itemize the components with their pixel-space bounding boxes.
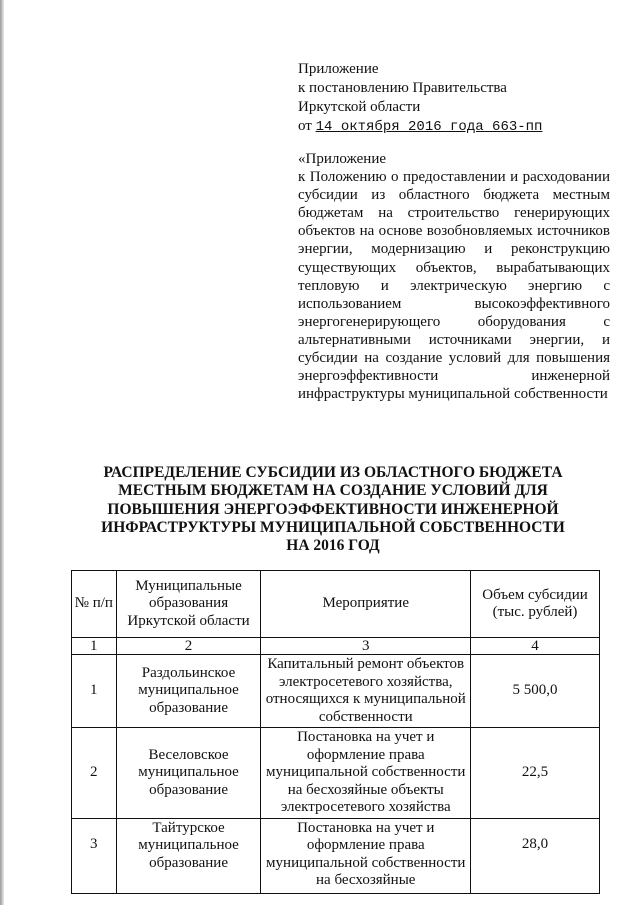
subsidy-distribution-table	[71, 570, 600, 894]
title-line-2: МЕСТНЫМ БЮДЖЕТАМ НА СОЗДАНИЕ УСЛОВИЙ ДЛЯ	[118, 482, 548, 500]
row-number	[72, 818, 117, 893]
attachment-block	[298, 150, 610, 403]
column-number-3: 3	[261, 638, 471, 655]
table-row	[72, 818, 600, 893]
row-measure: Постановка на учет и оформление права муниципальной собственности на бесхозяйные объекты электросетевого хозяйства	[261, 728, 471, 819]
title-line-3: ПОВЫШЕНИЯ ЭНЕРГОЭФФЕКТИВНОСТИ ИНЖЕНЕРНОЙ	[107, 500, 559, 518]
row-number: 1	[72, 655, 117, 728]
row-number: 2	[72, 728, 117, 819]
title-line-5: НА 2016 ГОД	[286, 537, 380, 555]
scan-edge-shadow	[0, 0, 4, 905]
title-line-4: ИНФРАСТРУКТУРЫ МУНИЦИПАЛЬНОЙ СОБСТВЕННОСТИ	[101, 518, 565, 536]
row-amount: 22,5	[471, 728, 600, 819]
header-municipality: Муниципальные образования Иркутской области	[116, 571, 261, 638]
row-measure: Капитальный ремонт объектов электросетевого хозяйства, относящихся к муниципальной собственности	[261, 655, 471, 728]
row-municipality-text: Тайтурское муниципальное образование	[138, 819, 239, 871]
approval-line-1: Приложение	[298, 61, 379, 77]
row-municipality: Раздольинское муниципальное образование	[116, 655, 261, 728]
column-number-4: 4	[471, 638, 600, 655]
approval-date-value: 14 октября 2016 года 663-пп	[315, 119, 543, 135]
header-number: № п/п	[72, 571, 117, 638]
table-row	[72, 728, 600, 819]
title-line-1: РАСПРЕДЕЛЕНИЕ СУБСИДИИ ИЗ ОБЛАСТНОГО БЮДЖЕТА	[103, 464, 563, 481]
header-amount: Объем субсидии (тыс. рублей)	[471, 571, 600, 638]
row-number-text: 3	[90, 835, 98, 852]
row-municipality	[116, 818, 261, 893]
row-municipality: Веселовское муниципальное образование	[116, 728, 261, 819]
approval-line-2: к постановлению Правительства	[298, 80, 507, 96]
column-number-row	[72, 638, 600, 655]
approval-line-3: Иркутской области	[298, 99, 421, 115]
row-measure-text: Постановка на учет и оформление права муниципальной собственности на бесхозяйные	[266, 819, 466, 888]
row-measure	[261, 818, 471, 893]
row-amount-text: 28,0	[521, 835, 549, 852]
attachment-text: к Положению о предоставлении и расходовании субсидии из областного бюджета местным бюджетам на строительство генерирующих объектов на основе возобновляемых источников энергии, модернизацию и реконструкцию существующих объектов, вырабатывающих тепловую и электрическую энергию с использованием высокоэффективного энергогенерирующего оборудования с альтернативными источниками энергии, и субсидии на создание условий для повышения энергоэффективности инженерной инфраструктуры муниципальной собственности	[298, 169, 610, 403]
approval-block	[298, 60, 610, 137]
row-amount: 5 500,0	[471, 655, 600, 728]
row-amount	[471, 818, 600, 893]
column-number-2: 2	[116, 638, 261, 655]
header-measure: Мероприятие	[261, 571, 471, 638]
table-row	[72, 655, 600, 728]
document-title	[80, 464, 586, 555]
approval-date-prefix: от	[298, 118, 312, 134]
column-number-1: 1	[72, 638, 117, 655]
table-header-row	[72, 571, 600, 638]
approval-date-line	[298, 117, 610, 137]
attachment-heading: «Приложение	[298, 151, 387, 167]
